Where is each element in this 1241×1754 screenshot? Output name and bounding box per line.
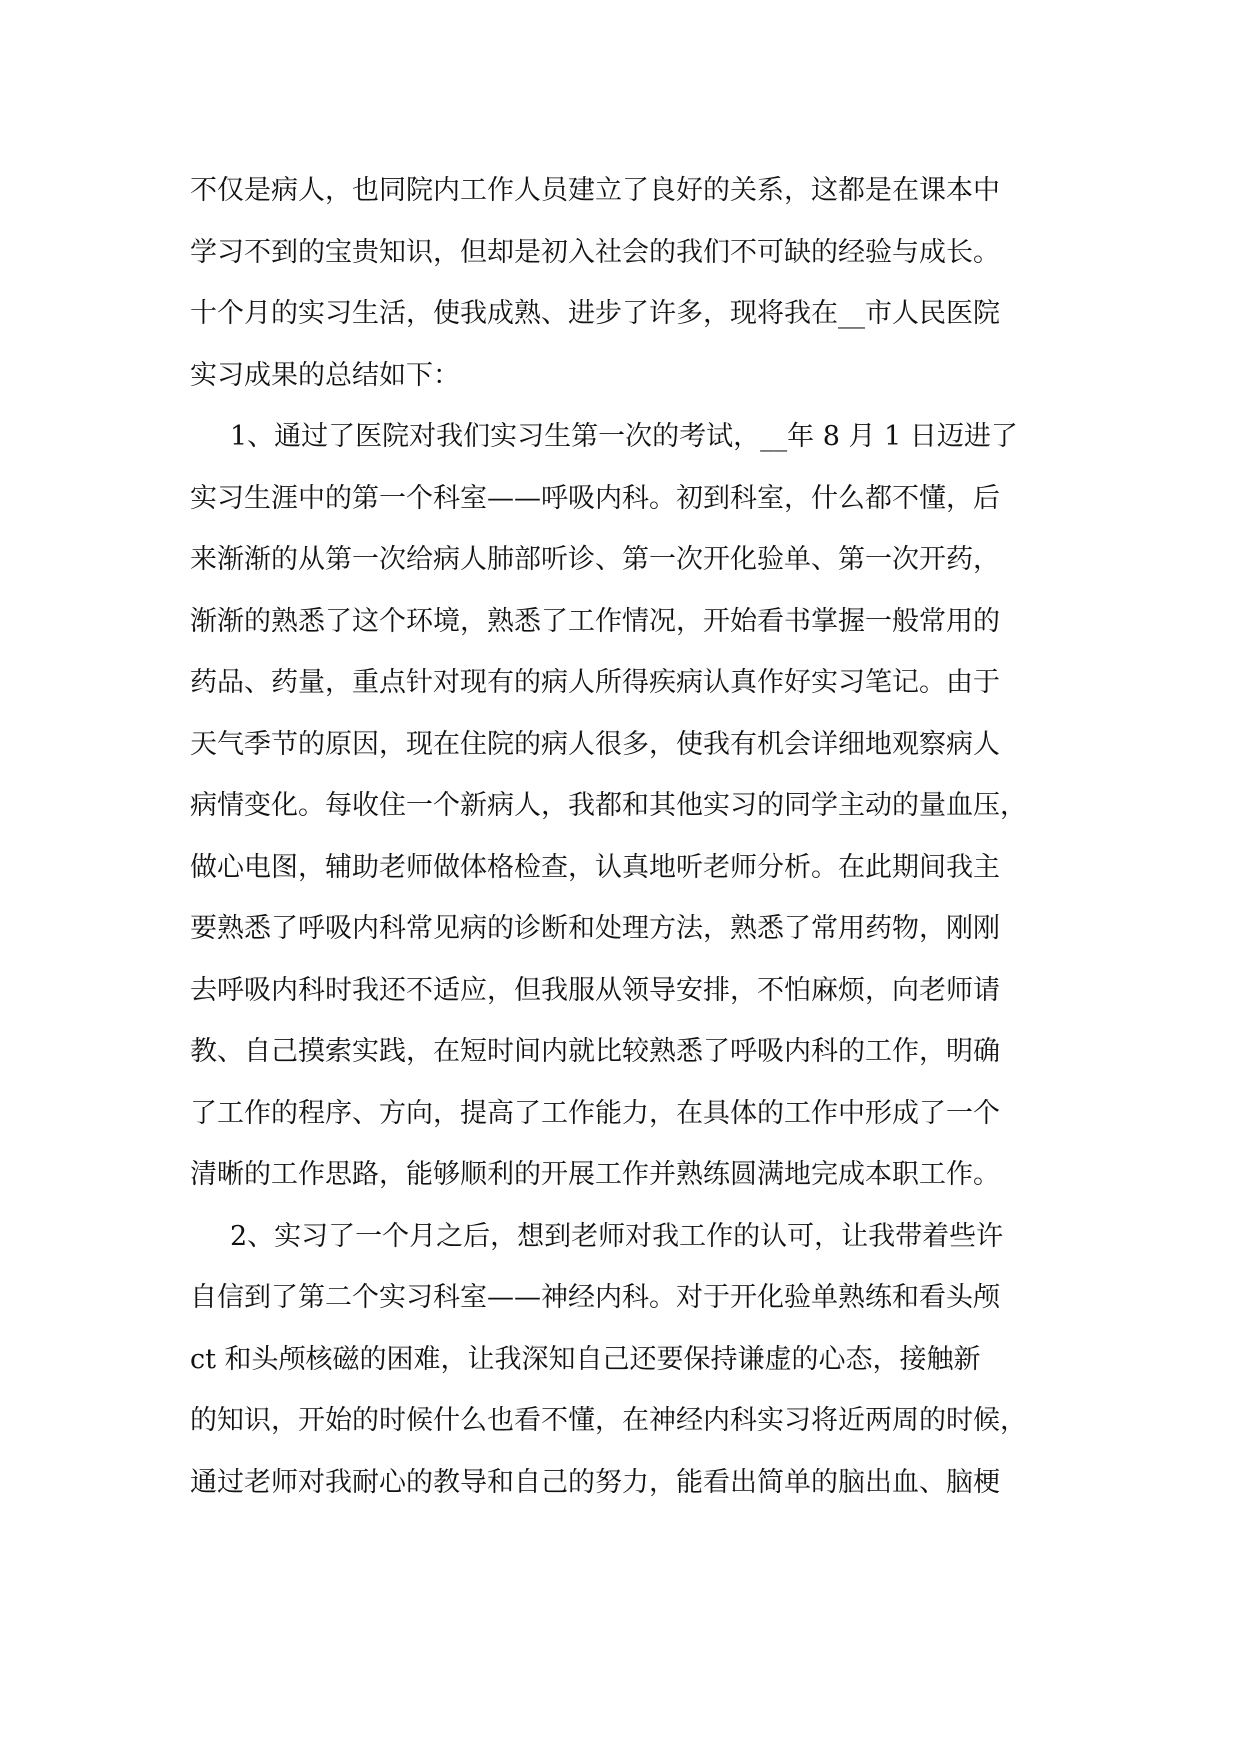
text-line: 病情变化。每收住一个新病人，我都和其他实习的同学主动的量血压， bbox=[190, 790, 1027, 821]
paragraph-1-start: 1、通过了医院对我们实习生第一次的考试，__年 8 月 1 日迈进了 bbox=[230, 421, 1018, 452]
text-line: 实习成果的总结如下： bbox=[190, 359, 460, 391]
text-line: 来渐渐的从第一次给病人肺部听诊、第一次开化验单、第一次开药， bbox=[190, 544, 1000, 575]
text-line: 不仅是病人，也同院内工作人员建立了良好的关系，这都是在课本中 bbox=[190, 175, 1000, 206]
text-line: 十个月的实习生活，使我成熟、进步了许多，现将我在__市人民医院 bbox=[190, 298, 1000, 329]
paragraph-2-start: 2、实习了一个月之后，想到老师对我工作的认可，让我带着些许 bbox=[230, 1220, 1004, 1252]
text-line: ct 和头颅核磁的困难，让我深知自己还要保持谦虚的心态，接触新 bbox=[190, 1343, 981, 1375]
body-text bbox=[190, 160, 1070, 1513]
text-line: 清晰的工作思路，能够顺利的开展工作并熟练圆满地完成本职工作。 bbox=[190, 1159, 1000, 1190]
text-line: 实习生涯中的第一个科室——呼吸内科。初到科室，什么都不懂，后 bbox=[190, 482, 1000, 514]
text-line: 药品、药量，重点针对现有的病人所得疾病认真作好实习笔记。由于 bbox=[190, 667, 1000, 698]
text-line: 去呼吸内科时我还不适应，但我服从领导安排，不怕麻烦，向老师请 bbox=[190, 974, 1000, 1006]
text-line: 通过老师对我耐心的教导和自己的努力，能看出简单的脑出血、脑梗 bbox=[190, 1466, 1000, 1498]
text-line: 学习不到的宝贵知识，但却是初入社会的我们不可缺的经验与成长。 bbox=[190, 236, 1000, 268]
text-line: 的知识，开始的时候什么也看不懂，在神经内科实习将近两周的时候， bbox=[190, 1405, 1027, 1436]
text-line: 天气季节的原因，现在住院的病人很多，使我有机会详细地观察病人 bbox=[190, 728, 1000, 760]
text-line: 教、自己摸索实践，在短时间内就比较熟悉了呼吸内科的工作，明确 bbox=[190, 1036, 1000, 1067]
text-line: 自信到了第二个实习科室——神经内科。对于开化验单熟练和看头颅 bbox=[190, 1282, 1000, 1313]
text-line: 做心电图，辅助老师做体格检查，认真地听老师分析。在此期间我主 bbox=[190, 851, 1000, 883]
text-line: 要熟悉了呼吸内科常见病的诊断和处理方法，熟悉了常用药物，刚刚 bbox=[190, 913, 1000, 944]
text-line: 了工作的程序、方向，提高了工作能力，在具体的工作中形成了一个 bbox=[190, 1097, 1000, 1129]
text-line: 渐渐的熟悉了这个环境，熟悉了工作情况，开始看书掌握一般常用的 bbox=[190, 605, 1000, 637]
